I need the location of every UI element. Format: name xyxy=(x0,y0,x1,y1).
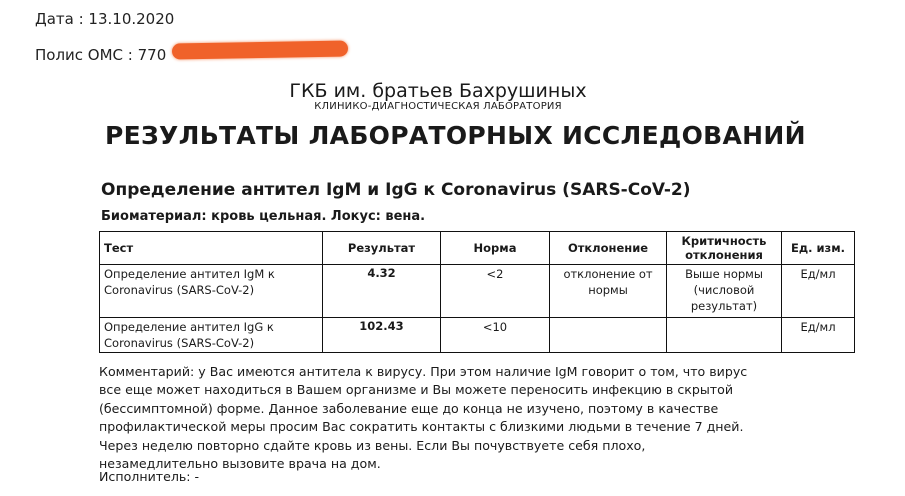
cell-unit: Ед/мл xyxy=(782,265,855,318)
cell-unit: Ед/мл xyxy=(782,318,855,353)
comment-line: (бессимптомной) форме. Данное заболевание еще до конца не изучено, поэтому в качестве xyxy=(99,400,719,416)
document-title: РЕЗУЛЬТАТЫ ЛАБОРАТОРНЫХ ИССЛЕДОВАНИЙ xyxy=(105,121,806,150)
date-line: Дата : 13.10.2020 xyxy=(35,10,175,28)
cell-result: 4.32 xyxy=(323,265,441,318)
header-result: Результат xyxy=(323,232,441,265)
cell-norm: <2 xyxy=(441,265,550,318)
comment-line: незамедлительно вызовите врача на дом. xyxy=(99,456,381,472)
header-test: Тест xyxy=(100,232,323,265)
cell-norm: <10 xyxy=(441,318,550,353)
cell-result: 102.43 xyxy=(323,318,441,353)
comment-block xyxy=(99,363,789,473)
comment-line: Через неделю повторно сдайте кровь из вены. Если Вы почувствуете себя плохо, xyxy=(99,437,646,453)
lab-name: КЛИНИКО-ДИАГНОСТИЧЕСКАЯ ЛАБОРАТОРИЯ xyxy=(314,101,562,112)
policy-number: Полис ОМС : 770 xyxy=(35,46,167,64)
comment-line: Комментарий: у Вас имеются антитела к вирусу. При этом наличие IgM говорит о том, что вирус xyxy=(99,364,748,379)
table-header-row xyxy=(100,232,855,265)
cell-deviation: отклонение от нормы xyxy=(550,265,667,318)
cell-criticality: Выше нормы (числовой результат) xyxy=(667,265,782,318)
header-unit: Ед. изм. xyxy=(782,232,855,265)
table-row xyxy=(100,265,855,318)
header-criticality: Критичность отклонения xyxy=(667,232,782,265)
results-table xyxy=(99,231,855,353)
header-norm: Норма xyxy=(441,232,550,265)
header-deviation: Отклонение xyxy=(550,232,667,265)
redaction-mark xyxy=(172,40,348,59)
comment-line: профилактической меры просим Вас сократить контакты с близкими людьми в течение 7 дней. xyxy=(99,419,744,435)
executor-line: Исполнитель: - xyxy=(99,469,200,484)
cell-deviation xyxy=(550,318,667,353)
comment-line: все еще может находиться в Вашем организме и Вы можете переносить инфекцию в скрытой xyxy=(99,382,734,398)
cell-criticality xyxy=(667,318,782,353)
test-title: Определение антител IgM и IgG к Coronavirus (SARS-CoV-2) xyxy=(101,180,691,200)
table-row xyxy=(100,318,855,353)
biomaterial-line: Биоматериал: кровь цельная. Локус: вена. xyxy=(101,209,426,224)
cell-test: Определение антител IgM к Coronavirus (SARS-CoV-2) xyxy=(100,265,323,318)
hospital-name: ГКБ им. братьев Бахрушиных xyxy=(289,80,587,102)
cell-test: Определение антител IgG к Coronavirus (SARS-CoV-2) xyxy=(100,318,323,353)
